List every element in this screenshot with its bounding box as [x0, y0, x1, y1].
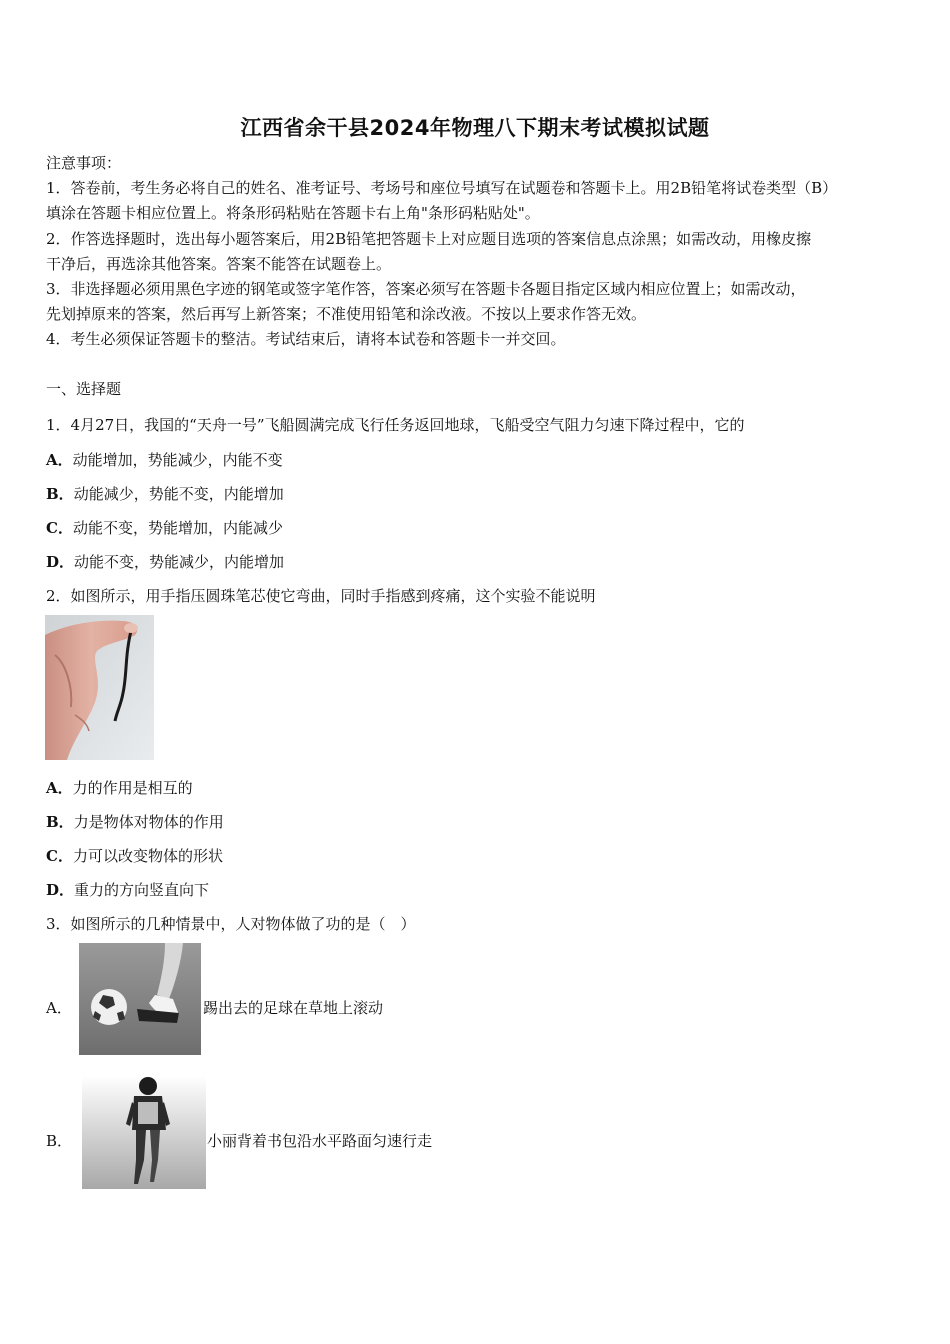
q1-option-a [46, 449, 283, 470]
question-2-stem: 2．如图所示，用手指压圆珠笔芯使它弯曲，同时手指感到疼痛，这个实验不能说明 [46, 587, 596, 605]
option-label: B． [46, 485, 74, 503]
option-text: 力是物体对物体的作用 [73, 813, 224, 831]
q1-option-d [46, 551, 284, 572]
q3-option-a-text: 踢出去的足球在草地上滚动 [203, 999, 384, 1017]
finger-pen-illustration [45, 615, 154, 760]
student-with-backpack-image [82, 1076, 206, 1189]
q2-option-d [46, 879, 209, 900]
option-text: 动能不变，势能减少，内能增加 [74, 553, 285, 571]
q1-option-b [46, 483, 284, 504]
question-1-stem: 1．4月27日，我国的“天舟一号”飞船圆满完成飞行任务返回地球，飞船受空气阻力匀速下降过程中，它的 [46, 416, 745, 434]
notice-heading: 注意事项： [46, 154, 122, 172]
notice-line: 2．作答选择题时，选出每小题答案后，用2B铅笔把答题卡上对应题目选项的答案信息点涂黑；如需改动，用橡皮擦 [46, 230, 812, 248]
option-text: 动能减少，势能不变，内能增加 [73, 485, 284, 503]
option-label: D． [46, 553, 75, 571]
option-text: 力的作用是相互的 [72, 779, 193, 797]
option-text: 力可以改变物体的形状 [72, 847, 223, 865]
notice-line: 先划掉原来的答案，然后再写上新答案；不准使用铅笔和涂改液。不按以上要求作答无效。 [46, 305, 647, 323]
notice-line: 1．答卷前，考生务必将自己的姓名、准考证号、考场号和座位号填写在试题卷和答题卡上。用2B铅笔将试卷类型（B） [46, 179, 838, 197]
option-label: C． [46, 519, 73, 537]
q2-option-b [46, 811, 224, 832]
finger-pressing-pen-refill-image [45, 615, 154, 760]
option-label: D． [46, 881, 75, 899]
soccer-kick-illustration [79, 943, 201, 1055]
option-label: A． [46, 451, 73, 469]
q3-option-a-label: A． [46, 999, 72, 1017]
option-label: A． [46, 779, 73, 797]
option-label: C． [46, 847, 73, 865]
q3-option-b-text: 小丽背着书包沿水平路面匀速行走 [207, 1132, 433, 1150]
q3-option-b-label: B． [46, 1132, 73, 1150]
option-text: 动能增加，势能减少，内能不变 [72, 451, 283, 469]
q1-option-c [46, 517, 283, 538]
page-title: 江西省余干县2024年物理八下期末考试模拟试题 [240, 116, 710, 140]
q2-option-a [46, 777, 193, 798]
notice-line: 3．非选择题必须用黑色字迹的钢笔或签字笔作答，答案必须写在答题卡各题目指定区域内相应位置上；如需改动， [46, 280, 806, 298]
option-text: 重力的方向竖直向下 [74, 881, 210, 899]
q2-option-c [46, 845, 223, 866]
kicked-soccer-ball-image [79, 943, 201, 1055]
notice-line: 干净后，再选涂其他答案。答案不能答在试题卷上。 [46, 255, 392, 273]
walking-student-illustration [82, 1076, 206, 1189]
question-3-stem: 3．如图所示的几种情景中，人对物体做了功的是（ ） [46, 915, 416, 933]
option-label: B． [46, 813, 74, 831]
section-heading: 一、选择题 [46, 380, 122, 398]
notice-line: 填涂在答题卡相应位置上。将条形码粘贴在答题卡右上角"条形码粘贴处"。 [46, 204, 540, 222]
notice-line: 4．考生必须保证答题卡的整洁。考试结束后，请将本试卷和答题卡一并交回。 [46, 330, 566, 348]
option-text: 动能不变，势能增加，内能减少 [72, 519, 283, 537]
